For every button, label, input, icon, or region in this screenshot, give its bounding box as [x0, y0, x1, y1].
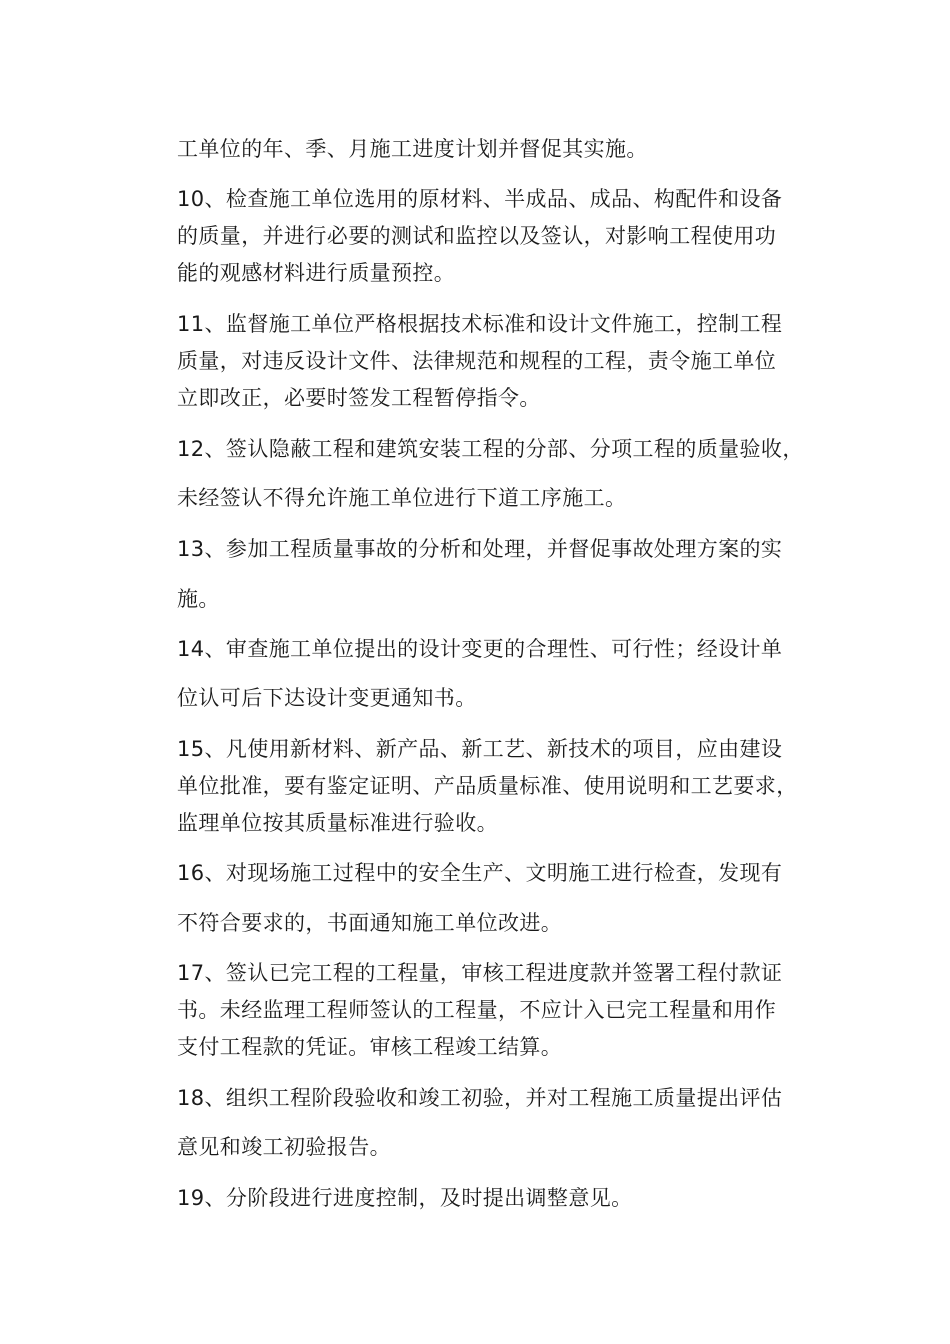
text-line: 立即改正，必要时签发工程暂停指令。 — [177, 386, 541, 410]
text-line: 质量，对违反设计文件、法律规范和规程的工程，责令施工单位 — [177, 349, 777, 373]
text-line: 10、检查施工单位选用的原材料、半成品、成品、构配件和设备 — [177, 187, 783, 211]
text-line: 未经签认不得允许施工单位进行下道工序施工。 — [177, 486, 627, 510]
text-line: 监理单位按其质量标准进行验收。 — [177, 811, 498, 835]
text-line: 15、凡使用新材料、新产品、新工艺、新技术的项目，应由建设 — [177, 737, 783, 761]
text-line: 支付工程款的凭证。审核工程竣工结算。 — [177, 1035, 563, 1059]
text-line: 意见和竣工初验报告。 — [177, 1135, 391, 1159]
text-line: 14、审查施工单位提出的设计变更的合理性、可行性；经设计单 — [177, 637, 783, 661]
text-line: 13、参加工程质量事故的分析和处理，并督促事故处理方案的实 — [177, 537, 783, 561]
text-line: 11、监督施工单位严格根据技术标准和设计文件施工，控制工程 — [177, 312, 783, 336]
text-line: 18、组织工程阶段验收和竣工初验，并对工程施工质量提出评估 — [177, 1086, 783, 1110]
text-line: 17、签认已完工程的工程量，审核工程进度款并签署工程付款证 — [177, 961, 783, 985]
text-line: 12、签认隐蔽工程和建筑安装工程的分部、分项工程的质量验收， — [177, 437, 804, 461]
text-line: 19、分阶段进行进度控制，及时提出调整意见。 — [177, 1186, 633, 1210]
text-line: 不符合要求的，书面通知施工单位改进。 — [177, 911, 563, 935]
text-line: 的质量，并进行必要的测试和监控以及签认，对影响工程使用功 — [177, 224, 777, 248]
text-line: 单位批准，要有鉴定证明、产品质量标准、使用说明和工艺要求， — [177, 774, 798, 798]
text-line: 施。 — [177, 587, 220, 611]
text-line: 16、对现场施工过程中的安全生产、文明施工进行检查，发现有 — [177, 861, 783, 885]
text-line: 能的观感材料进行质量预控。 — [177, 261, 456, 285]
text-line: 位认可后下达设计变更通知书。 — [177, 686, 477, 710]
text-line: 工单位的年、季、月施工进度计划并督促其实施。 — [177, 137, 648, 161]
text-line: 书。未经监理工程师签认的工程量，不应计入已完工程量和用作 — [177, 998, 777, 1022]
